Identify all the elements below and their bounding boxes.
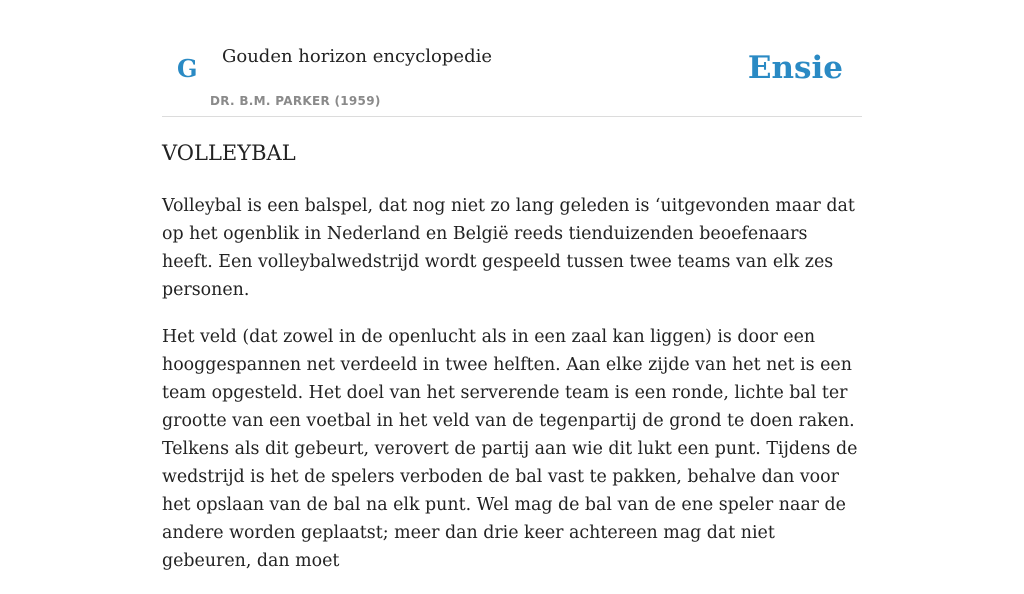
header [162,0,862,117]
article-title: VOLLEYBAL [162,141,296,165]
article-paragraph: Het veld (dat zowel in de openlucht als in een zaal kan liggen) is door een hooggespannen net verdeeld in twee helften. Aan elke zijde van het net is een team opgesteld. Het doel van het serverende team is een ronde, lichte bal ter grootte van een voetbal in het veld van de tegenpartij de grond te doen raken. Telkens als dit gebeurt, verovert de partij aan wie dit lukt een punt. Tijdens de wedstrijd is het de spelers verboden de bal vast te pakken, behalve dan voor het opslaan van de bal na elk punt. Wel mag de bal van de ene speler naar de andere worden geplaatst; meer dan drie keer achtereen mag dat niet gebeuren, dan moet [162,327,858,571]
book-author: DR. B.M. PARKER (1959) [210,94,381,108]
article-body [162,192,862,594]
book-title[interactable]: Gouden horizon encyclopedie [222,46,492,67]
book-logo[interactable]: G [177,54,198,83]
ensie-logo[interactable]: Ensie [747,50,843,86]
article-paragraph: Volleybal is een balspel, dat nog niet zo lang geleden is ‘uitgevonden maar dat op het ogenblik in Nederland en België reeds tienduizenden beoefenaars heeft. Een volleybalwedstrijd wordt gespeeld tussen twee teams van elk zes personen. [162,196,855,300]
